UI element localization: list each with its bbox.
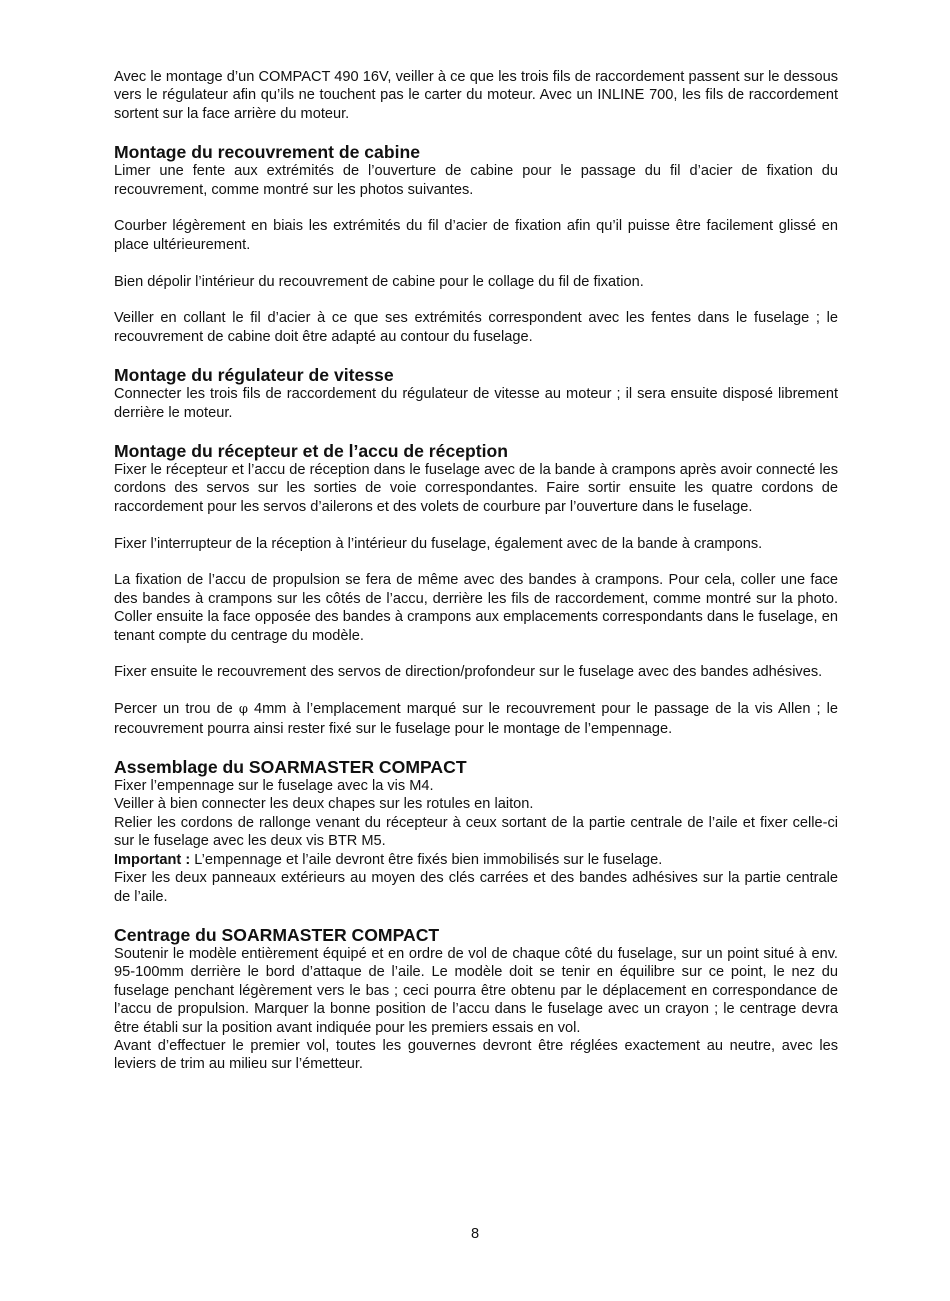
intro-paragraph: Avec le montage d’un COMPACT 490 16V, veiller à ce que les trois fils de raccordement passent sur le dessous vers le régulateur afin qu’ils ne touchent pas le carter du moteur. Avec un INLINE 700, les fils de raccordement sortent sur la face arrière du moteur.	[114, 69, 838, 122]
paragraph: Soutenir le modèle entièrement équipé et en ordre de vol de chaque côté du fuselage, sur un point situé à env. 95-100mm derrière le bord d’attaque de l’aile. Le modèle doit se tenir en équilibre sur ce point, le nez du fuselage penchant légèrement vers le bas ; ceci pourra être obtenu par le déplacement en correspondance de l’accu de propulsion. Marquer la bonne position de l’accu dans le fuselage avec un crayon ; le centrage devra être établi sur la position avant indiquée pour les premiers essais en vol.	[114, 945, 838, 1036]
intro-section	[114, 68, 838, 123]
important-text: L’empennage et l’aile devront être fixés bien immobilisés sur le fuselage.	[190, 851, 663, 868]
section-heading: Montage du recouvrement de cabine	[114, 142, 421, 163]
section-balance	[114, 925, 838, 1074]
section-speed-controller	[114, 365, 838, 422]
paragraph: Limer une fente aux extrémités de l’ouverture de cabine pour le passage du fil d’acier de fixation du recouvrement, comme montré sur les photos suivantes.	[114, 163, 838, 198]
paragraph: Relier les cordons de rallonge venant du récepteur à ceux sortant de la partie centrale de l’aile et fixer celle-ci sur le fuselage avec les deux vis BTR M5.	[114, 814, 838, 850]
important-label: Important :	[114, 851, 191, 868]
section-heading: Montage du régulateur de vitesse	[114, 365, 394, 386]
document-page	[114, 68, 838, 1074]
page-number: 8	[470, 1226, 480, 1242]
drill-text-after: 4mm à l’emplacement marqué sur le recouvrement pour le passage de la vis Allen ; le recouvrement pourra ainsi rester fixé sur le fuselage pour le montage de l’empennage.	[114, 701, 838, 737]
section-cabin-cover	[114, 142, 838, 346]
paragraph: Veiller à bien connecter les deux chapes sur les rotules en laiton.	[114, 796, 534, 813]
paragraph: Avant d’effectuer le premier vol, toutes les gouvernes devront être réglées exactement au neutre, avec les leviers de trim au milieu sur l’émetteur.	[114, 1037, 838, 1073]
section-heading: Centrage du SOARMASTER COMPACT	[114, 924, 440, 945]
section-assembly	[114, 757, 838, 906]
paragraph: Fixer l’interrupteur de la réception à l’intérieur du fuselage, également avec de la bande à crampons.	[114, 535, 763, 552]
important-note	[114, 851, 838, 869]
paragraph: Fixer ensuite le recouvrement des servos de direction/profondeur sur le fuselage avec des bandes adhésives.	[114, 664, 823, 681]
paragraph: Connecter les trois fils de raccordement du régulateur de vitesse au moteur ; il sera ensuite disposé librement derrière le moteur.	[114, 386, 838, 421]
drill-text-before: Percer un trou de	[114, 701, 239, 718]
paragraph: Fixer l’empennage sur le fuselage avec la vis M4.	[114, 778, 434, 795]
paragraph: Fixer le récepteur et l’accu de réception dans le fuselage avec de la bande à crampons après avoir connecté les cordons des servos sur les sorties de voie correspondantes. Faire sortir ensuite les quatre cordons de raccordement pour les servos d’ailerons et des volets de courbure par l’ouverture dans le fuselage.	[114, 462, 838, 515]
section-heading: Assemblage du SOARMASTER COMPACT	[114, 757, 467, 778]
paragraph: Fixer les deux panneaux extérieurs au moyen des clés carrées et des bandes adhésives sur la partie centrale de l’aile.	[114, 870, 838, 905]
paragraph: Veiller en collant le fil d’acier à ce que ses extrémités correspondent avec les fentes dans le fuselage ; le recouvrement de cabine doit être adapté au contour du fuselage.	[114, 310, 838, 345]
drill-paragraph	[114, 700, 838, 738]
diameter-symbol: φ	[238, 702, 248, 718]
paragraph: Courber légèrement en biais les extrémités du fil d’acier de fixation afin qu’il puisse être facilement glissé en place ultérieurement.	[114, 218, 838, 253]
paragraph: Bien dépolir l’intérieur du recouvrement de cabine pour le collage du fil de fixation.	[114, 273, 644, 290]
section-receiver	[114, 441, 838, 738]
paragraph: La fixation de l’accu de propulsion se fera de même avec des bandes à crampons. Pour cela, coller une face des bandes à crampons sur les côtés de l’accu, derrière les fils de raccordement, comme montré sur la photo. Coller ensuite la face opposée des bandes à crampons aux emplacements correspondants dans le fuselage, en tenant compte du centrage du modèle.	[114, 572, 838, 644]
section-heading: Montage du récepteur et de l’accu de réception	[114, 441, 508, 462]
